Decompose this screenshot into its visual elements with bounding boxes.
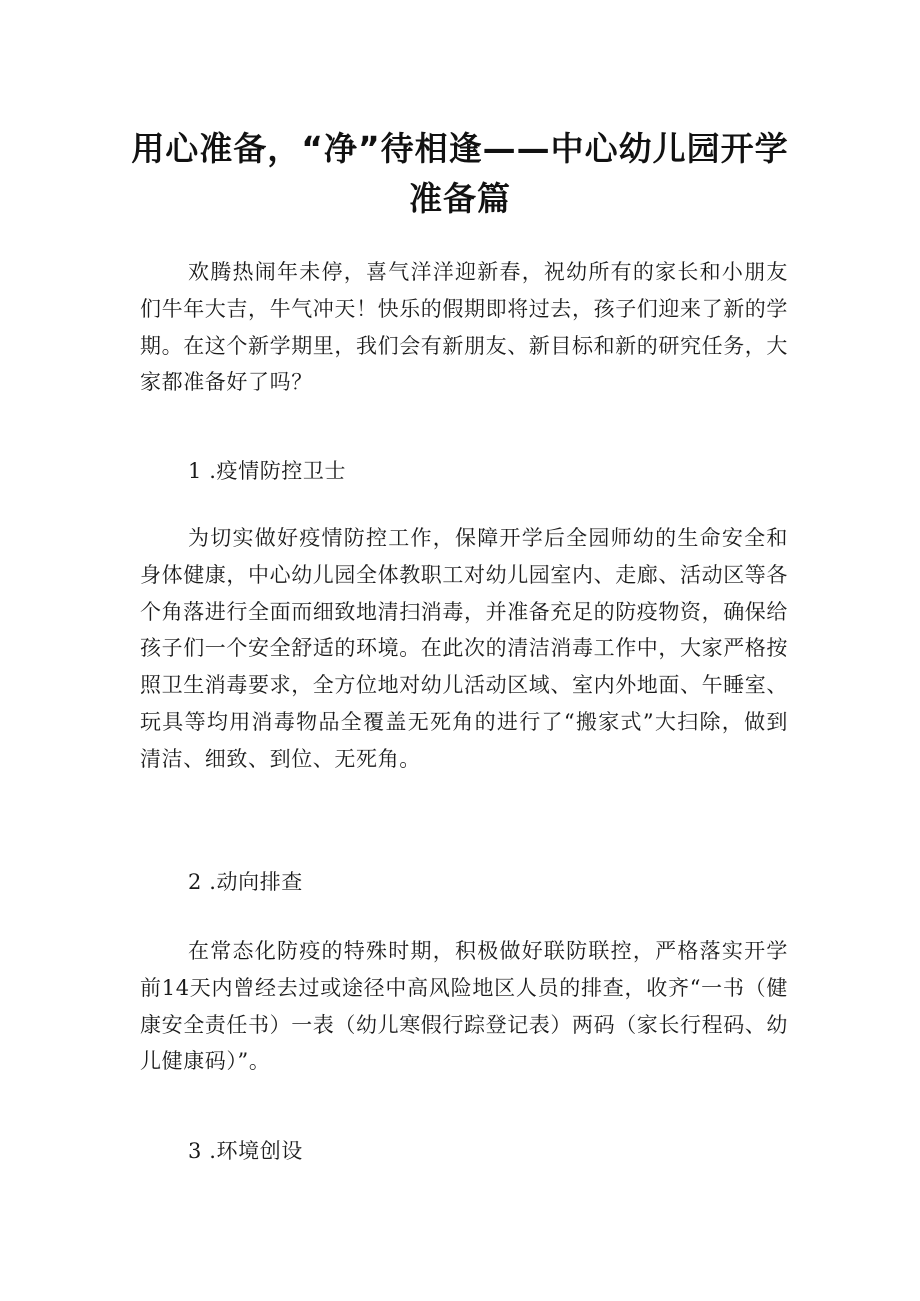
document-title: 用心准备，“净”待相逢——中心幼儿园开学准备篇 [131,129,789,218]
tracking-check-paragraph: 在常态化防疫的特殊时期，积极做好联防联控，严格落实开学前14天内曾经去过或途径中高风险地区人员的排查，收齐“一书（健康安全责任书）一表（幼儿寒假行踪登记表）两码（家长行程码、幼儿健康码）”。 [140,939,788,1074]
epidemic-prevention-paragraph: 为切实做好疫情防控工作，保障开学后全园师幼的生命安全和身体健康，中心幼儿园全体教职工对幼儿园室内、走廊、活动区等各个角落进行全面而细致地清扫消毒，并准备充足的防疫物资，确保给孩子们一个安全舒适的环境。在此次的清洁消毒工作中，大家严格按照卫生消毒要求，全方位地对幼儿活动区域、室内外地面、午睡室、玩具等均用消毒物品全覆盖无死角的进行了“搬家式”大扫除，做到清洁、细致、到位、无死角。 [140,526,789,771]
intro-paragraph: 欢腾热闹年未停，喜气洋洋迎新春，祝幼所有的家长和小朋友们牛年大吉，牛气冲天！快乐的假期即将过去，孩子们迎来了新的学期。在这个新学期里，我们会有新朋友、新目标和新的研究任务，大家都准备好了吗？ [140,260,788,395]
section-heading-3: 3 .环境创设 [188,1139,303,1163]
section-heading-2: 2 .动向排查 [188,870,303,894]
section-heading-1: 1 .疫情防控卫士 [188,459,347,483]
